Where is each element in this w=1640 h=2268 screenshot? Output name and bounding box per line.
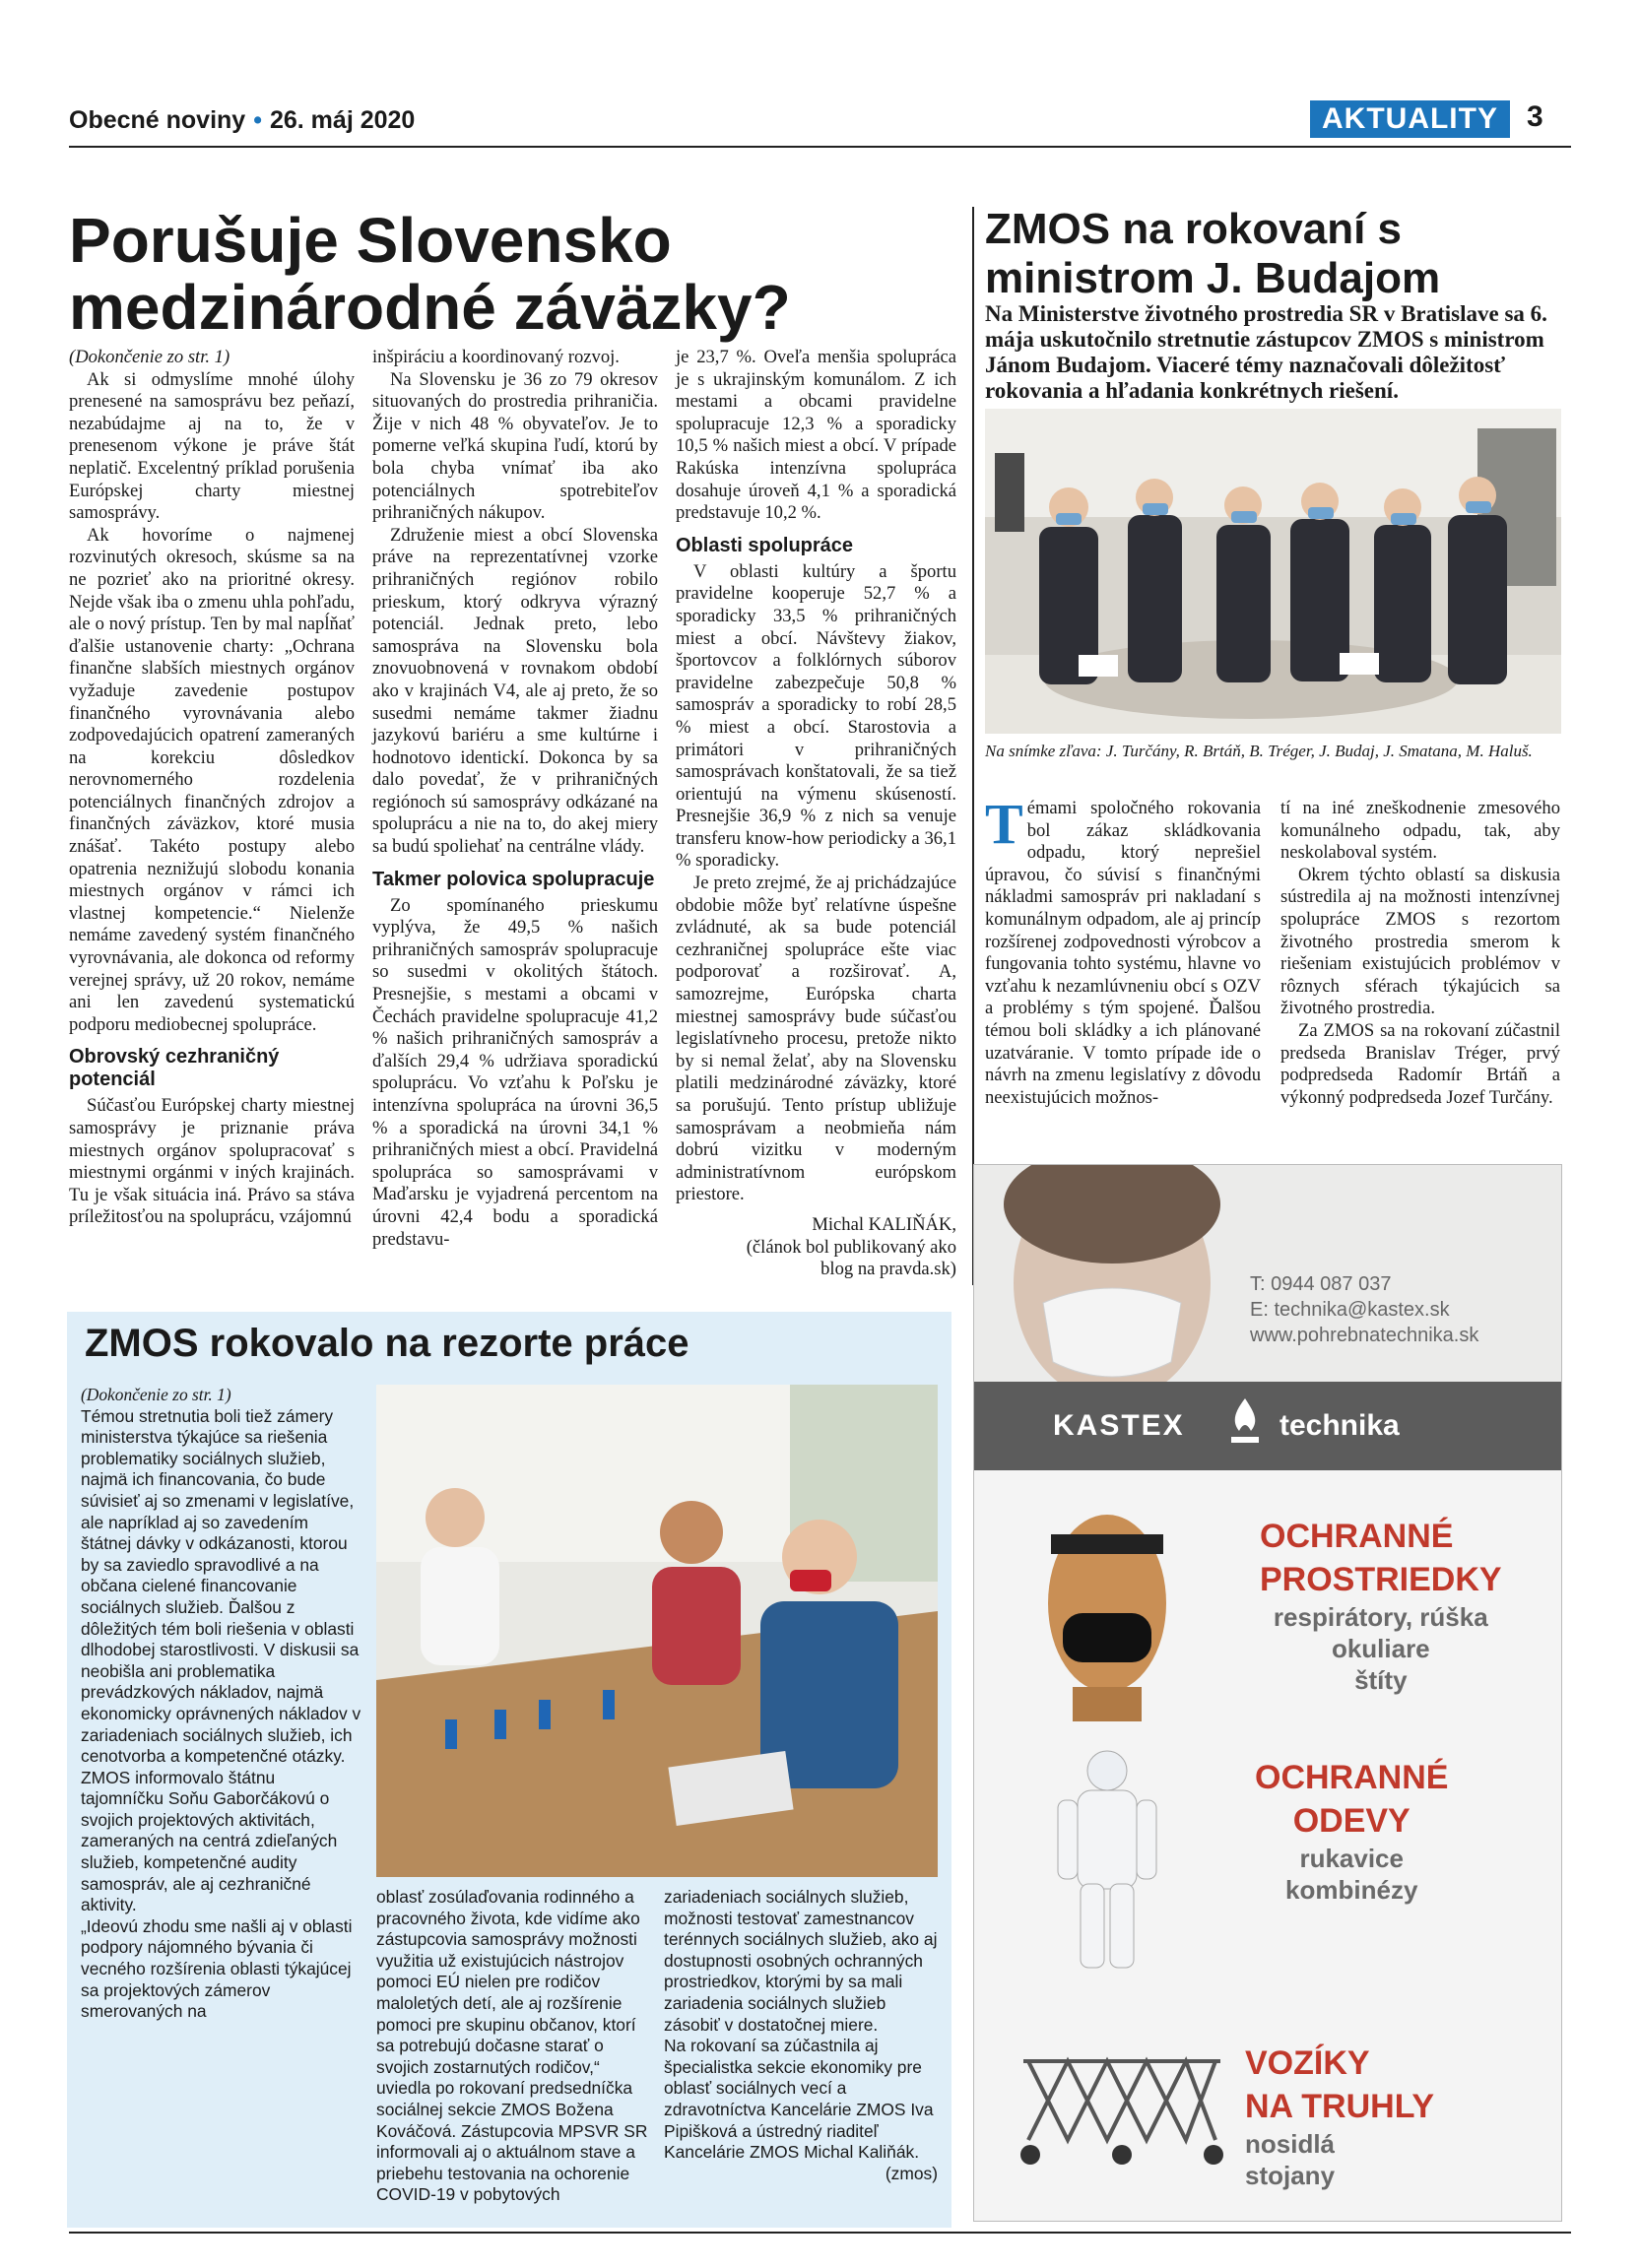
subheading: Obrovský cezhraničný potenciál	[69, 1046, 280, 1091]
paragraph: Súčasťou Európskej charty miestnej samosprávy je priznanie práva miestnych orgánov spolupracovať s miestnymi orgánmi v iných krajinách. Tu je však situácia iná. Právo sa stáva príležitosťou na spoluprácu, vzájomnú	[69, 1095, 355, 1228]
column-divider	[972, 207, 974, 1285]
article1-column-1	[69, 347, 355, 1229]
header-divider	[69, 146, 1571, 148]
separator-dot: •	[253, 106, 262, 134]
product-heading: ODEVY	[1292, 1802, 1410, 1840]
article1-column-2	[372, 347, 658, 1251]
product-heading: NA TRUHLY	[1245, 2088, 1435, 2125]
product-detail: kombinézy	[1285, 1875, 1418, 1905]
product-detail: štíty	[1354, 1665, 1408, 1695]
paragraph: ZMOS informovalo štátnu tajomníčku Soňu Gaborčákovú o svojich projektových aktivitách, zameraných na centrá zdieľaných služieb, kompetenčné audity samospráv, ale aj cezhraničné aktivity.	[81, 1767, 338, 1915]
article3-title: ZMOS rokovalo na rezorte práce	[85, 1322, 689, 1365]
ministry-meeting-photo	[376, 1385, 938, 1877]
paragraph: Združenie miest a obcí Slovenska práve na reprezentatívnej vzorke prihraničných regiónov robilo prieskum, ktorý odkryva výrazný potenciál. Jednak preto, lebo samospráva na Slovensku bola znovuobnovená v rovnakom období ako v krajinách V4, ale aj preto, že so susedmi nemáme takmer žiadnu jazykovú bariéru a sme kultúrne i hodnotovo identickí. Dokonca by sa dalo povedať, že v prihraničných regiónoch sú samosprávy odkázané na spoluprácu a nie na to, do akej miery sa budú spoliehať na centrálne vlády.	[372, 524, 658, 858]
paragraph: inšpiráciu a koordinovaný rozvoj.	[372, 347, 620, 367]
paragraph: Témou stretnutia boli tiež zámery ministerstva týkajúce sa riešenia problematiky sociálnych služieb, najmä ich financovania, čo bude súvisieť aj so zmenami v legislatíve, ale napríklad aj so zavedením štátnej dávky v odkázanosti, ktorou by sa zaviedlo spravodlivé a na občana cielené financovanie sociálnych služieb. Ďalšou z dôležitých tém boli riešenia v oblasti dlhodobej starostlivosti. V diskusii sa neobišla ani problematika prevádzkových nákladov, najmä ekonomicky oprávnených nákladov v zariadeniach sociálnych služieb, ich cenotvorba a kompetenčné otázky.	[81, 1405, 361, 1767]
article3-column-1	[81, 1385, 361, 2023]
paragraph: Na Slovensku je 36 zo 79 okresov situovaných do prostredia prihraničia. Žije v nich 48 % obyvateľov. Je to pomerne veľká skupina ľudí, ktorú by bola chyba vnímať iba ako potenciálnych spotrebiteľov prihraničných nákupov.	[372, 368, 658, 524]
article2-lead: Na Ministerstve životného prostredia SR v Bratislave sa 6. mája uskutočnilo stretnutie zástupcov ZMOS s ministrom Jánom Budajom. Viaceré témy naznačovali dôležitosť rokovania a hľadania konkrétnych riešení.	[985, 301, 1547, 403]
protective-suit-image	[1043, 1746, 1171, 1973]
product-block-trolleys	[1245, 2041, 1434, 2191]
paragraph: Ak si odmyslíme mnohé úlohy prenesené na samosprávu bez peňazí, nezabúdajme aj na to, že v prenesenom výkone je práve štát neplatič. Excelentný príklad porušenia Európskej charty miestnej samosprávy.	[69, 368, 355, 524]
paragraph: Zo spomínaného prieskumu vyplýva, že 49,5 % našich prihraničných samospráv spolupracuje so susedmi v okolitých štátoch. Presnejšie, s mestami a obcami v Čechách pravidelne spolupracuje 41,2 % našich prihraničných samospráv a ďalších 29,4 % udržiava sporadickú spoluprácu. Vo vzťahu k Poľsku je intenzívna spolupráca na úrovni 36,5 % a sporadická na úrovni 34,1 % prihraničných miest a obcí. Pravidelná spolupráca so samosprávami v Maďarsku je vyjadrená percentom na úrovni 42,4 bodu a sporadická predstavu-	[372, 894, 658, 1250]
brand-name: KASTEX	[1053, 1409, 1185, 1442]
photo-caption: Na snímke zľava: J. Turčány, R. Brtáň, B. Tréger, J. Budaj, J. Smatana, M. Haluš.	[985, 742, 1533, 760]
author: Michal KALIŇÁK,	[812, 1213, 956, 1235]
paper-name: Obecné noviny	[69, 106, 246, 134]
masthead	[69, 106, 415, 135]
paragraph: V oblasti kultúry a športu pravidelne kooperuje 52,7 % a sporadicky 33,5 % prihraničných miest a obcí. Návštevy žiakov, športovcov a folklórnych súborov pravidelne zabezpečuje 50,8 % samospráv a sporadicky to robí 28,5 % miest a obcí. Starostovia a primátori v prihraničných samosprávach konštatovali, že sa tiež orientujú na výmenu skúseností. Presnejšie 36,9 % z nich sa venuje transferu know-how periodicky a 36,1 % sporadicky.	[676, 560, 956, 872]
paragraph: Ak hovoríme o najmenej rozvinutých okresoch, skúsme sa na ne pozrieť ako na prioritné okresy. Nejde však iba o zmenu uhla pohľadu, ale o nový prístup. Ten by mal napĺňať ďalšie ustanovenie charty: „Ochrana finančne slabších miestnych orgánov vyžaduje zavedenie postupov finančného vyrovnávania alebo zodpovedajúcich opatrení zameraných na korekciu dôsledkov nerovnomerného rozdelenia potenciálnych finančných zdrojov a finančných záväzkov, ktoré musia znášať. Takéto postupy alebo opatrenia neznižujú slobodu konania miestnych orgánov v rámci ich vlastnej kompetencie.“ Nielenže nemáme zavedený systém finančného vyrovnávania, ale dokonca od reformy verejnej správy, už 20 rokov, nemáme ani len zavedenú systematickú podporu mediobecnej spolupráce.	[69, 524, 355, 1035]
product-heading: PROSTRIEDKY	[1260, 1561, 1502, 1598]
subheading: Takmer polovica spolupracuje	[372, 868, 655, 890]
drop-cap: T	[985, 792, 1023, 856]
paragraph: oblasť zosúlaďovania rodinného a pracovného života, kde vidíme ako zástupcovia samosprávy možnosti využitia už existujúcich nástrojov pomoci EÚ nielen pre rodičov maloletých detí, ale aj rozšírenie pomoci pre skupinu občanov, ktorí sa potrebujú dočasne starať o svojich zostarnutých rodičov,“ uviedla po rokovaní predsedníčka sociálnej sekcie ZMOS Božena Kováčová. Zástupcovia MPSVR SR informovali aj o aktuálnom stave a priebehu testovania na ochorenie COVID-19 v pobytových	[376, 1887, 648, 2205]
article3-box	[67, 1312, 951, 2228]
article3-column-2	[376, 1887, 652, 2206]
product-detail: okuliare	[1331, 1634, 1430, 1663]
article2-column-2	[1280, 798, 1560, 1109]
continuation-note: (Dokončenie zo str. 1)	[69, 347, 230, 367]
product-detail: rukavice	[1299, 1844, 1404, 1873]
phone: T: 0944 087 037	[1250, 1273, 1392, 1295]
product-block-protective	[1260, 1515, 1502, 1696]
article3-column-3	[664, 1887, 938, 2184]
paragraph: émami spoločného rokovania bol zákaz skládkovania odpadu, ktorý neprešiel úpravou, čo súvisí s finančnými nákladmi samospráv pri nakladaní s komunálnym odpadom, ale aj princíp rozšírenej zodpovednosti výrobcov a fungovania tohto systému, hlavne vo vzťahu k nezamlúvneniu obcí s OZV a problémy s tým spojené. Ďalšou témou boli skládky a ich plánované uzatváranie. V tomto prípade ide o návrh na zmenu legislatívy z dôvodu neexistujúcich možnos-	[985, 798, 1261, 1108]
paragraph: Na rokovaní sa zúčastnila aj špecialistka sekcie ekonomiky pre oblasť sociálnych vecí a zdravotníctva Kancelárie ZMOS Iva Pipišková a ústredný riaditeľ Kancelárie ZMOS Michal Kaliňák.	[664, 2036, 934, 2163]
brand-bar	[974, 1382, 1561, 1470]
issue-date: 26. máj 2020	[269, 106, 416, 134]
subheading: Oblasti spolupráce	[676, 534, 854, 556]
email: E: technika@kastex.sk	[1250, 1299, 1450, 1321]
paragraph: je 23,7 %. Oveľa menšia spolupráca je s ukrajinským komunálom. Z ich mestami a obcami pravidelne spolupracuje 12,3 % a sporadicky 10,5 % našich miest a obcí. V prípade Rakúska intenzívna spolupráca dosahuje úroveň 4,1 % a sporadická predstavuje 10,2 %.	[676, 347, 956, 524]
product-heading: VOZÍKY	[1245, 2044, 1370, 2082]
article2-column-1	[985, 792, 1261, 1109]
article1-title: Porušuje Slovensko medzinárodné záväzky?	[69, 205, 791, 343]
face-shield-head-image	[1033, 1495, 1181, 1721]
product-heading: OCHRANNÉ	[1255, 1759, 1449, 1796]
brand-suffix: technika	[1279, 1409, 1400, 1442]
contact-block	[1250, 1271, 1478, 1348]
paragraph: tí na iné zneškodnenie zmesového komunálneho odpadu, tak, aby neskolaboval systém.	[1280, 798, 1560, 864]
website: www.pohrebnatechnika.sk	[1250, 1325, 1479, 1346]
product-detail: respirátory, rúška	[1273, 1602, 1488, 1632]
coffin-trolley-image	[1018, 2022, 1225, 2179]
meeting-photo	[985, 409, 1561, 734]
source-note: (článok bol publikovaný ako	[746, 1236, 956, 1258]
product-detail: nosidlá	[1245, 2129, 1336, 2159]
continuation-note: (Dokončenie zo str. 1)	[81, 1385, 231, 1404]
source-note: blog na pravda.sk)	[820, 1259, 956, 1280]
kastex-advertisement	[973, 1164, 1562, 2222]
flame-logo-icon	[1225, 1393, 1265, 1453]
paragraph: Za ZMOS sa na rokovaní zúčastnil predseda Branislav Tréger, prvý podpredseda Radomír Brtáň a výkonný podpredseda Jozef Turčány.	[1280, 1019, 1560, 1108]
product-block-clothing	[1255, 1756, 1448, 1906]
signature: (zmos)	[885, 2163, 938, 2183]
product-heading: OCHRANNÉ	[1260, 1518, 1454, 1555]
paragraph: Je preto zrejmé, že aj prichádzajúce obdobie môže byť relatívne úspešne zvládnuté, ak sa bude potenciál cezhraničnej spolupráce ešte viac podporovať a rozširovať. A, samozrejme, Európska charta miestnej samosprávy bude súčasťou legislatívneho procesu, pretože nikto by si nemal želať, aby na Slovensku platili medzinárodné záväzky, ktoré sa porušujú. Tento prístup ubližuje samosprávam a neobmieňa nám dobrú vizitku v moderným administratívnom európskom priestore.	[676, 873, 956, 1205]
article2-title: ZMOS na rokovaní s ministrom J. Budajom	[985, 205, 1441, 302]
page-number: 3	[1527, 100, 1543, 133]
footer-divider	[69, 2232, 1571, 2234]
paragraph: zariadeniach sociálnych služieb, možnosti testovať zamestnancov terénnych sociálnych služieb, ako aj dostupnosti osobných ochranných prostriedkov, ktorými by sa mali zariadenia sociálnych služieb zásobiť v dostatočnej miere.	[664, 1887, 938, 2035]
paragraph: Okrem týchto oblastí sa diskusia sústredila aj na možnosti intenzívnej spolupráce ZMOS s rezortom životného prostredia smerom k riešeniam existujúcich problémov v rôznych sférach týkajúcich sa životného prostredia.	[1280, 864, 1560, 1019]
paragraph: „Ideovú zhodu sme našli aj v oblasti podpory nájomného bývania či vecného rozšírenia oblasti týkajúcej sa projektových zámerov smerovaných na	[81, 1915, 353, 2022]
article1-column-3	[676, 347, 956, 1281]
product-detail: stojany	[1245, 2161, 1336, 2190]
section-label: AKTUALITY	[1310, 100, 1510, 138]
